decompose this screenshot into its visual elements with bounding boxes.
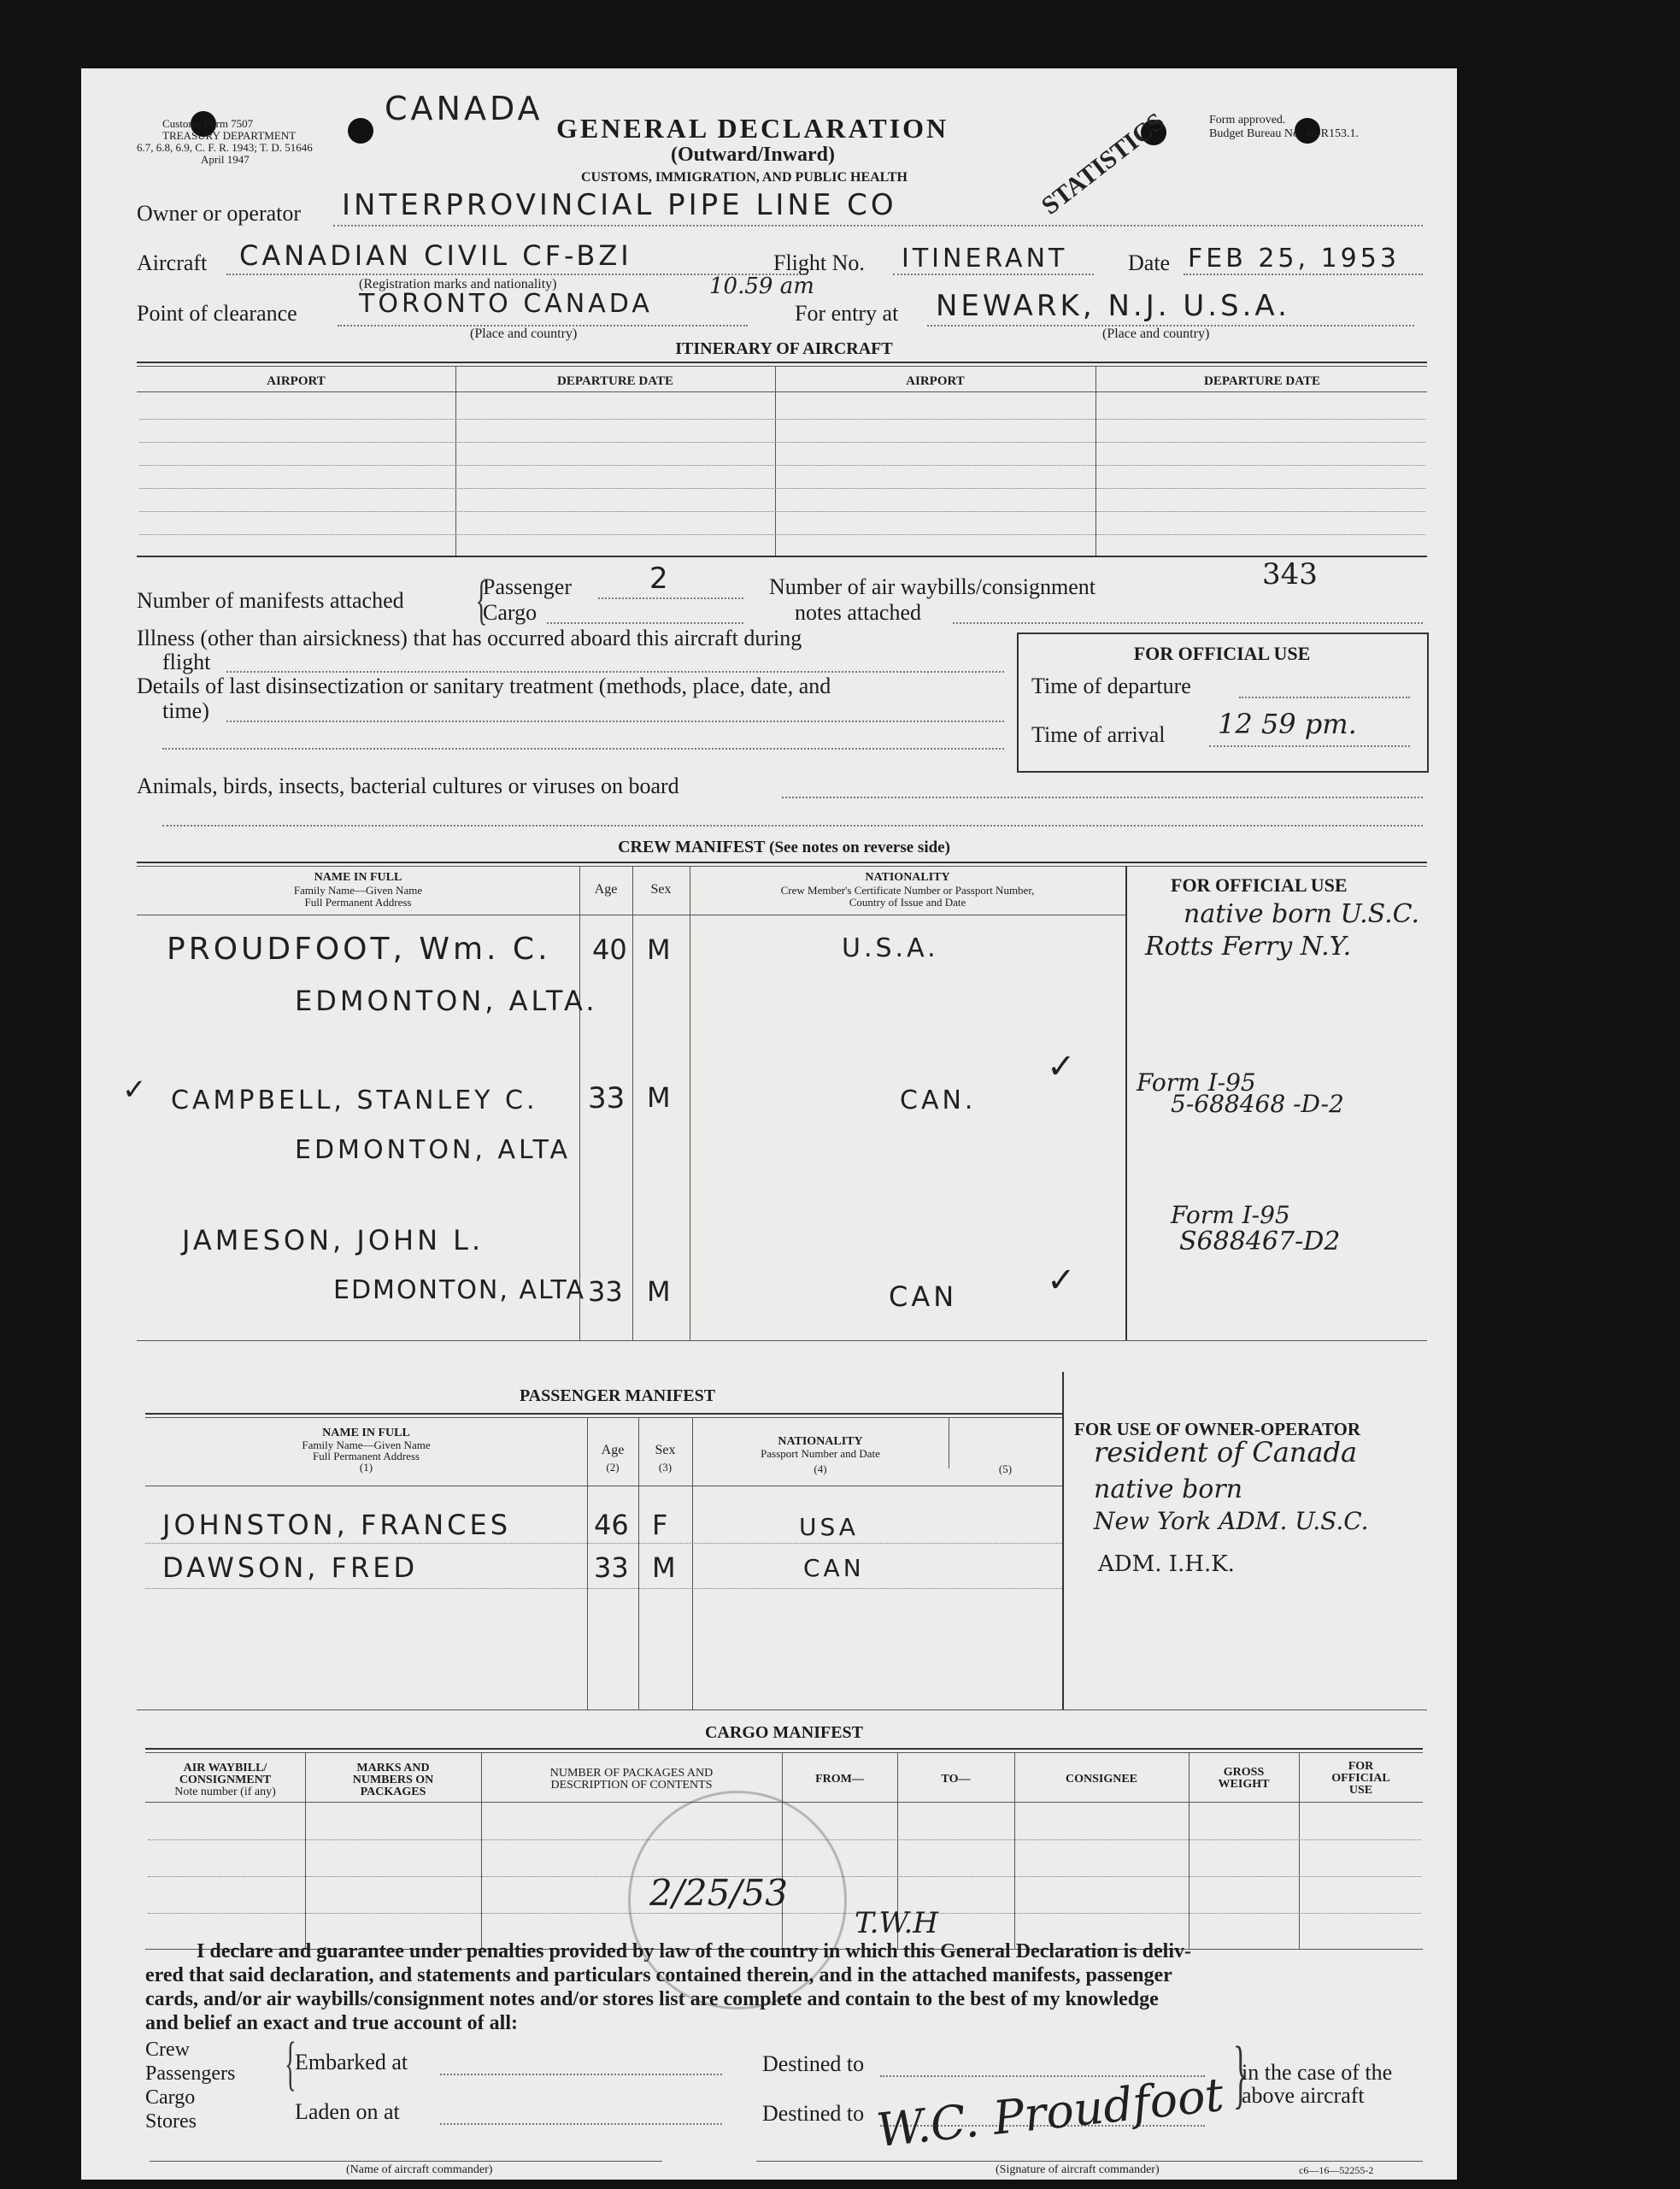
crew-2-official-2: 5-688468 -D-2 [1171, 1090, 1344, 1118]
form-subtitle: (Outward/Inward) [671, 144, 836, 166]
declaration-form: Customs Form 7507 TREASURY DEPARTMENT 6.7, 6.8, 6.9, C. F. R. 1943; T. D. 51646 April 1947 CANADA GENERAL DECLARATION (Outward/Inward) CUSTOMS, IMMIGRATION, AND PUBLIC HEALTH Form approved. Budget Bureau No. 48-R153.1. STATISTICS Owner or operator INTERPROVINCIAL PIPE LINE CO Aircraft CANADIAN CIVIL CF-BZI (Registration marks and nationality) Flight No. ITINERANT Date FEB 25, 1953 Point of clearance TORONTO CANADA 10.59 am (Place and country) For entry at NEWARK, N.J. U.S.A. (Place and country) ITINERARY OF AIRCRAFT AIRPORT DEPARTURE DATE AIRPORT DEPARTURE DATE Number of manifests attached { Passenger 2 Cargo Number of air waybills/consignment notes attached 343 Illness (other than airsickness) that has occurred aboard this aircraft during flight Details of last disinsectization or sanitary treatment (methods, place, date, and time) Animals, birds, insects, bacterial cultures or viruses on board FOR OFFICIAL USE Time of departure Time of arrival 12 59 pm. CREW MANIFEST (See notes on reverse side) NAME IN FULL Family Name—Given Name Full Permanent Address Age Sex NATIONALITY Crew Member's Certificate Number or Passport Number, Country of Issue and Date FOR OFFICIAL USE PROUDFOOT, Wm. C. EDMONTON, ALTA. 40 M U.S.A. native born U.S.C. Rotts Ferry N.Y. ✓ ✓ CAMPBELL, STANLEY C. EDMONTON, ALTA 33 M CAN. Form I-95 5-688468 -D-2 JAMESON, JOHN L. EDMONTON, ALTA 33 M CAN ✓ Form I-95 S688467-D2 PASSENGER MANIFEST NAME IN FULL Family Name—Given Name Full Permanent Address (1) Age (2) Sex (3) NATIONALITY Passport Number and Date (4) (5) FOR USE OF OWNER-OPERATOR resident of Canada native born New York ADM. U.S.C. ADM. I.H.K. JOHNSTON, FRANCES 46 F USA DAWSON, FRED 33 M CAN CARGO MANIFEST AIR WAYBILL/ CONSIGNMENT Note number (if any) MARKS AND NUMBERS ON PACKAGES NUMBER OF PACKAGES AND DESCRIPTION OF CONTENTS FROM— TO— CONSIGNEE GROSS WEIGHT FOR OFFICIAL USE 2/25/53 T.W.H I declare and guarantee under penalties provided by law of the country in which this General Declaration is deliv- ered that said declaration, and statements and particulars contained therein, and in the attached manifests, passenger cards, and/or air waybills/consignment notes and/or stores list are complete and contain to the best of my knowledge and belief an exact and true account of all: Crew Passengers Cargo Stores { Embarked at Laden on at Destined to Destined to } in the case of the above aircraft W.C. Proudfoot (Name of aircraft commander) (Signature of aircraft commander) c6—16—52255-2 [81, 68, 1457, 2180]
crew-col-nationality: NATIONALITY [865, 871, 950, 884]
departure-time-label: Time of departure [1031, 674, 1191, 698]
cargo-manifest-title: CARGO MANIFEST [704, 1723, 863, 1742]
owner-label: Owner or operator [137, 201, 302, 226]
crew-2-age: 33 [588, 1081, 626, 1115]
passenger-2-name: DAWSON, FRED [162, 1551, 419, 1584]
passenger-col-nationality: NATIONALITY [778, 1435, 863, 1448]
passenger-col-nationality-sub: Passport Number and Date [761, 1447, 880, 1460]
passenger-2-sex: M [652, 1551, 679, 1584]
owner-use-note-1: resident of Canada [1094, 1436, 1358, 1468]
print-code: c6—16—52255-2 [1299, 2164, 1374, 2176]
crew-1-sex: M [647, 933, 674, 966]
cargo-col-packages: NUMBER OF PACKAGES AND [549, 1767, 714, 1780]
treasury-department: TREASURY DEPARTMENT [162, 129, 297, 142]
case-label-1: in the case of the [1242, 2060, 1393, 2085]
stamp-date: 2/25/53 [649, 1872, 788, 1914]
statistics-stamp: STATISTICS [1036, 107, 1170, 221]
cargo-col-to: TO— [941, 1773, 971, 1786]
clearance-label: Point of clearance [137, 301, 297, 326]
cargo-col-marks-3: PACKAGES [360, 1786, 426, 1798]
declaration-list-cargo: Cargo [145, 2086, 196, 2109]
date-label: Date [1128, 250, 1171, 275]
crew-1-address: EDMONTON, ALTA. [295, 985, 598, 1017]
embarked-label: Embarked at [295, 2050, 408, 2074]
flight-label: Flight No. [773, 250, 865, 275]
cfr-reference: 6.7, 6.8, 6.9, C. F. R. 1943; T. D. 51646 [137, 141, 313, 154]
crew-col-sex: Sex [650, 882, 672, 897]
itinerary-col-airport: AIRPORT [906, 374, 965, 388]
crew-2-sex: M [647, 1081, 674, 1114]
disinsect-label-2: time) [162, 698, 209, 723]
cargo-col-from: FROM— [815, 1773, 864, 1786]
illness-label: Illness (other than airsickness) that has occurred aboard this aircraft during [137, 626, 802, 650]
aircraft-caption: (Registration marks and nationality) [359, 277, 557, 291]
clearance-caption: (Place and country) [470, 327, 578, 341]
date-value: FEB 25, 1953 [1188, 244, 1400, 274]
aircraft-value: CANADIAN CIVIL CF-BZI [239, 239, 632, 272]
itinerary-col-departure: DEPARTURE DATE [1203, 374, 1320, 388]
crew-col-nationality-sub2: Country of Issue and Date [849, 896, 966, 909]
disinsect-label: Details of last disinsectization or sanitary treatment (methods, place, date, and [137, 674, 831, 698]
passenger-col-age: Age [601, 1443, 625, 1457]
crew-col-name: NAME IN FULL [314, 871, 402, 884]
cargo-col-official-2: OFFICIAL [1331, 1772, 1390, 1785]
passenger-col-sex-num: (3) [658, 1461, 673, 1474]
owner-value: INTERPROVINCIAL PIPE LINE CO [342, 188, 897, 222]
clearance-time: 10.59 am [709, 274, 814, 299]
crew-col-name-sub1: Family Name—Given Name [293, 884, 423, 897]
declaration-list-passengers: Passengers [145, 2062, 236, 2085]
crew-1-nationality: U.S.A. [842, 933, 939, 963]
manifest-passenger-label: Passenger [483, 574, 572, 599]
animals-label: Animals, birds, insects, bacterial cultures or viruses on board [137, 774, 679, 798]
crew-3-name: JAMESON, JOHN L. [182, 1224, 485, 1256]
cargo-col-weight-2: WEIGHT [1218, 1778, 1270, 1791]
crew-3-age: 33 [588, 1275, 623, 1308]
signature-caption: (Signature of aircraft commander) [996, 2163, 1160, 2176]
waybills-value: 343 [1262, 557, 1318, 591]
crew-3-nationality: CAN [889, 1280, 958, 1313]
cargo-col-packages-2: DESCRIPTION OF CONTENTS [550, 1779, 713, 1792]
laden-label: Laden on at [295, 2099, 400, 2124]
passenger-1-nationality: USA [799, 1513, 859, 1541]
crew-3-address: EDMONTON, ALTA [333, 1275, 586, 1305]
crew-col-nationality-sub1: Crew Member's Certificate Number or Passport Number, [780, 884, 1035, 897]
owner-use-note-2: native born [1094, 1474, 1243, 1504]
form-approved: Form approved. [1209, 114, 1286, 127]
cargo-col-weight: GROSS [1223, 1766, 1265, 1779]
cargo-col-marks: MARKS AND [356, 1762, 430, 1774]
punch-hole-icon [348, 118, 373, 144]
crew-col-official: FOR OFFICIAL USE [1171, 874, 1348, 896]
passenger-2-age: 33 [594, 1551, 629, 1584]
cargo-col-waybill-2: CONSIGNMENT [179, 1774, 272, 1786]
commander-signature: W.C. Proudfoot [873, 2067, 1226, 2158]
crew-2-address: EDMONTON, ALTA [295, 1135, 572, 1165]
form-title: GENERAL DECLARATION [556, 113, 949, 144]
passenger-1-sex: F [652, 1509, 672, 1541]
passenger-col-5: (5) [998, 1462, 1013, 1475]
clearance-value: TORONTO CANADA [359, 289, 653, 319]
waybills-label-2: notes attached [795, 600, 921, 625]
owner-use-note-4: ADM. I.H.K. [1098, 1551, 1235, 1577]
crew-3-sex: M [647, 1275, 674, 1308]
case-label-2: above aircraft [1242, 2083, 1365, 2108]
cargo-col-official: FOR [1348, 1760, 1374, 1773]
declaration-line-4: and belief an exact and true account of all: [145, 2012, 518, 2034]
waybills-label: Number of air waybills/consignment [769, 574, 1096, 599]
stamp-initials: T.W.H [855, 1906, 938, 1940]
form-subtitle-agencies: CUSTOMS, IMMIGRATION, AND PUBLIC HEALTH [581, 170, 908, 185]
manifest-cargo-label: Cargo [483, 600, 537, 625]
passenger-col-age-num: (2) [606, 1461, 620, 1474]
customs-form-number: Customs Form 7507 [162, 117, 254, 130]
cargo-col-consignee: CONSIGNEE [1065, 1773, 1138, 1786]
declaration-list-crew: Crew [145, 2039, 190, 2061]
arrival-time-value: 12 59 pm. [1218, 708, 1357, 740]
cargo-col-waybill-3: Note number (if any) [174, 1786, 276, 1798]
destined-label-2: Destined to [762, 2101, 865, 2126]
passenger-col-sex: Sex [655, 1443, 676, 1457]
entry-value: NEWARK, N.J. U.S.A. [936, 289, 1290, 323]
crew-2-name: CAMPBELL, STANLEY C. [171, 1086, 538, 1115]
crew-1-name: PROUDFOOT, Wm. C. [167, 932, 551, 967]
passenger-col-name-sub1: Family Name—Given Name [302, 1439, 431, 1451]
declaration-line-1: I declare and guarantee under penalties provided by law of the country in which this General Declaration is deliv- [197, 1940, 1192, 1962]
crew-2-official: Form I-95 [1137, 1068, 1256, 1097]
passenger-col-name-sub2: Full Permanent Address [313, 1450, 420, 1462]
passenger-1-age: 46 [594, 1509, 629, 1541]
handwritten-country: CANADA [385, 90, 543, 127]
passenger-col-name: NAME IN FULL [322, 1427, 410, 1439]
manifest-passenger-value: 2 [649, 562, 672, 596]
crew-1-age: 40 [592, 933, 627, 966]
arrival-time-label: Time of arrival [1031, 722, 1166, 747]
aircraft-label: Aircraft [137, 250, 208, 275]
crew-3-official: Form I-95 [1171, 1201, 1290, 1229]
passenger-manifest-title: PASSENGER MANIFEST [519, 1386, 716, 1405]
crew-manifest-title: CREW MANIFEST (See notes on reverse side) [618, 838, 950, 856]
passenger-1-name: JOHNSTON, FRANCES [162, 1509, 511, 1541]
name-caption: (Name of aircraft commander) [346, 2163, 493, 2176]
illness-label-2: flight [162, 650, 211, 674]
passenger-col-name-num: (1) [359, 1461, 373, 1474]
declaration-line-3: cards, and/or air waybills/consignment notes and/or stores list are complete and contain to the best of my knowledge [145, 1988, 1159, 2010]
cargo-col-official-3: USE [1348, 1784, 1373, 1797]
form-date: April 1947 [201, 153, 250, 166]
passenger-2-nationality: CAN [803, 1554, 865, 1582]
official-use-title: FOR OFFICIAL USE [1133, 643, 1311, 664]
entry-caption: (Place and country) [1102, 327, 1210, 341]
declaration-line-2: ered that said declaration, and statements and particulars contained therein, and in the attached manifests, passenger [145, 1964, 1172, 1986]
owner-use-note-3: New York ADM. U.S.C. [1094, 1507, 1369, 1535]
cargo-col-marks-2: NUMBERS ON [352, 1774, 434, 1786]
flight-value: ITINERANT [902, 244, 1068, 274]
crew-1-official: native born U.S.C. [1184, 899, 1420, 929]
crew-1-official-2: Rotts Ferry N.Y. [1145, 932, 1352, 962]
itinerary-col-airport: AIRPORT [267, 374, 326, 388]
entry-label: For entry at [795, 301, 899, 326]
budget-bureau: Budget Bureau No. 48-R153.1. [1209, 127, 1359, 140]
itinerary-col-departure: DEPARTURE DATE [556, 374, 673, 388]
crew-2-nationality: CAN. [900, 1086, 977, 1115]
passenger-col-nationality-num: (4) [814, 1462, 827, 1475]
manifests-label: Number of manifests attached [137, 588, 404, 613]
crew-col-age: Age [594, 882, 618, 897]
owner-use-title: FOR USE OF OWNER-OPERATOR [1074, 1419, 1361, 1439]
declaration-list-stores: Stores [145, 2110, 197, 2133]
crew-3-official-2: S688467-D2 [1179, 1227, 1341, 1256]
crew-col-name-sub2: Full Permanent Address [304, 896, 412, 909]
itinerary-title: ITINERARY OF AIRCRAFT [675, 339, 893, 358]
destined-label-1: Destined to [762, 2051, 865, 2076]
cargo-col-waybill: AIR WAYBILL/ [183, 1762, 267, 1774]
